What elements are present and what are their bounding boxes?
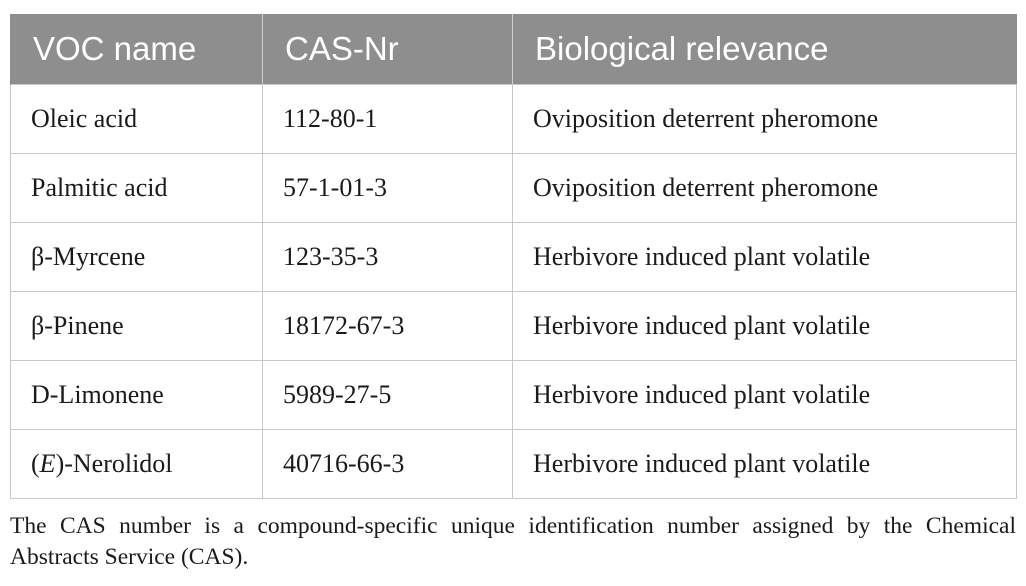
voc-name-cell — [11, 429, 263, 498]
cas-nr-cell: 123-35-3 — [263, 222, 513, 291]
relevance-cell: Herbivore induced plant volatile — [513, 429, 1017, 498]
table-row — [11, 360, 1017, 429]
table-row — [11, 291, 1017, 360]
voc-name-prefix: ( — [31, 448, 40, 478]
relevance-cell: Oviposition deterrent pheromone — [513, 84, 1017, 153]
voc-name-cell: β-Pinene — [11, 291, 263, 360]
relevance-cell: Oviposition deterrent pheromone — [513, 153, 1017, 222]
relevance-cell: Herbivore induced plant volatile — [513, 222, 1017, 291]
voc-name-suffix: )-Nerolidol — [55, 448, 173, 478]
cas-nr-cell: 5989-27-5 — [263, 360, 513, 429]
table-row — [11, 84, 1017, 153]
cas-nr-cell: 112-80-1 — [263, 84, 513, 153]
header-cas-nr: CAS-Nr — [263, 14, 513, 84]
voc-name-cell: Palmitic acid — [11, 153, 263, 222]
table-body — [11, 84, 1017, 498]
header-biological-relevance: Biological relevance — [513, 14, 1017, 84]
voc-name-cell: Oleic acid — [11, 84, 263, 153]
voc-table — [10, 14, 1017, 499]
relevance-cell: Herbivore induced plant volatile — [513, 291, 1017, 360]
cas-nr-cell: 18172-67-3 — [263, 291, 513, 360]
header-row — [11, 14, 1017, 84]
voc-name-stereo-italic: E — [39, 448, 56, 478]
voc-name-cell: β-Myrcene — [11, 222, 263, 291]
table-header — [11, 14, 1017, 84]
table-row — [11, 153, 1017, 222]
voc-name-cell: D-Limonene — [11, 360, 263, 429]
cas-nr-cell: 57-1-01-3 — [263, 153, 513, 222]
table-row — [11, 222, 1017, 291]
header-voc-name: VOC name — [11, 14, 263, 84]
table-footnote: The CAS number is a compound-specific unique identification number assigned by the Chemical Abstracts Service (CAS). — [10, 513, 1016, 570]
cas-nr-cell: 40716-66-3 — [263, 429, 513, 498]
table-row — [11, 429, 1017, 498]
relevance-cell: Herbivore induced plant volatile — [513, 360, 1017, 429]
voc-table-container — [10, 14, 1016, 499]
